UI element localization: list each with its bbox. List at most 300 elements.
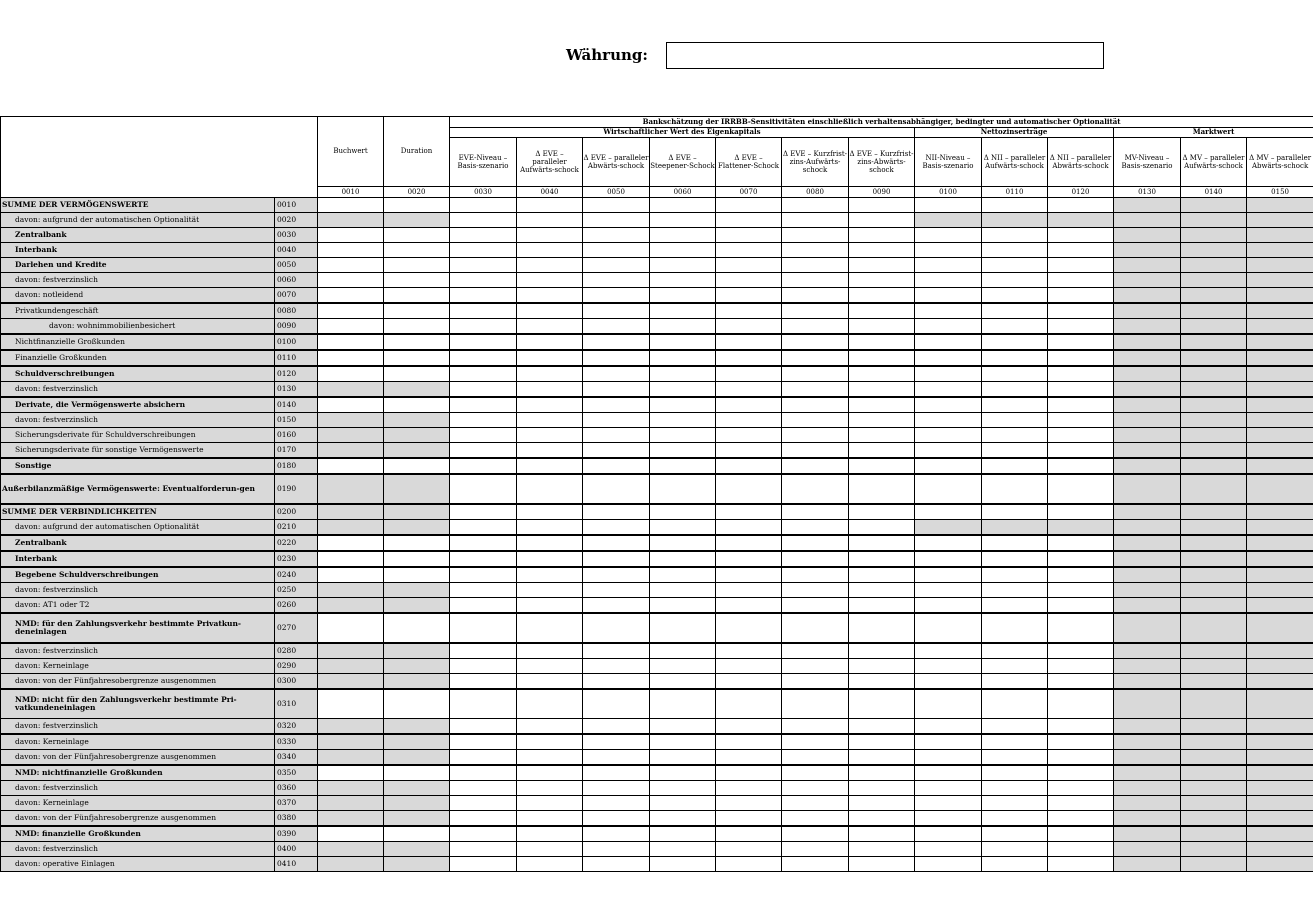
data-cell[interactable] [849, 826, 915, 842]
data-cell[interactable] [450, 750, 517, 766]
data-cell[interactable] [450, 857, 517, 872]
data-cell[interactable] [450, 458, 517, 474]
data-cell[interactable] [650, 781, 716, 796]
data-cell[interactable] [782, 613, 849, 643]
data-cell[interactable] [450, 303, 517, 319]
data-cell[interactable] [517, 319, 583, 335]
data-cell[interactable] [450, 598, 517, 614]
data-cell[interactable] [318, 258, 384, 273]
data-cell[interactable] [1048, 382, 1114, 398]
data-cell[interactable] [716, 458, 782, 474]
data-cell[interactable] [716, 366, 782, 382]
data-cell[interactable] [782, 198, 849, 213]
data-cell[interactable] [650, 273, 716, 288]
data-cell[interactable] [450, 413, 517, 428]
data-cell[interactable] [782, 428, 849, 443]
data-cell[interactable] [517, 413, 583, 428]
data-cell[interactable] [716, 811, 782, 827]
data-cell[interactable] [450, 228, 517, 243]
data-cell[interactable] [583, 796, 650, 811]
data-cell[interactable] [915, 551, 982, 567]
data-cell[interactable] [1048, 443, 1114, 459]
data-cell[interactable] [716, 598, 782, 614]
data-cell[interactable] [583, 288, 650, 304]
data-cell[interactable] [650, 811, 716, 827]
data-cell[interactable] [318, 288, 384, 304]
data-cell[interactable] [450, 551, 517, 567]
data-cell[interactable] [716, 567, 782, 583]
data-cell[interactable] [650, 443, 716, 459]
data-cell[interactable] [849, 842, 915, 857]
data-cell[interactable] [583, 303, 650, 319]
data-cell[interactable] [517, 719, 583, 735]
data-cell[interactable] [1048, 659, 1114, 674]
data-cell[interactable] [1048, 643, 1114, 659]
data-cell[interactable] [318, 613, 384, 643]
data-cell[interactable] [782, 857, 849, 872]
data-cell[interactable] [650, 796, 716, 811]
data-cell[interactable] [450, 474, 517, 504]
data-cell[interactable] [915, 598, 982, 614]
data-cell[interactable] [583, 826, 650, 842]
data-cell[interactable] [716, 334, 782, 350]
data-cell[interactable] [517, 198, 583, 213]
data-cell[interactable] [583, 366, 650, 382]
data-cell[interactable] [450, 765, 517, 781]
data-cell[interactable] [450, 659, 517, 674]
data-cell[interactable] [450, 674, 517, 690]
data-cell[interactable] [1048, 458, 1114, 474]
data-cell[interactable] [782, 504, 849, 520]
data-cell[interactable] [716, 535, 782, 551]
data-cell[interactable] [450, 273, 517, 288]
data-cell[interactable] [650, 826, 716, 842]
data-cell[interactable] [782, 382, 849, 398]
data-cell[interactable] [583, 583, 650, 598]
data-cell[interactable] [450, 583, 517, 598]
data-cell[interactable] [450, 443, 517, 459]
data-cell[interactable] [517, 443, 583, 459]
data-cell[interactable] [1048, 689, 1114, 719]
data-cell[interactable] [915, 397, 982, 413]
data-cell[interactable] [517, 520, 583, 536]
data-cell[interactable] [915, 458, 982, 474]
data-cell[interactable] [1048, 413, 1114, 428]
data-cell[interactable] [982, 366, 1048, 382]
data-cell[interactable] [982, 413, 1048, 428]
data-cell[interactable] [716, 504, 782, 520]
data-cell[interactable] [650, 842, 716, 857]
data-cell[interactable] [782, 567, 849, 583]
data-cell[interactable] [450, 781, 517, 796]
data-cell[interactable] [782, 443, 849, 459]
data-cell[interactable] [782, 583, 849, 598]
data-cell[interactable] [650, 583, 716, 598]
data-cell[interactable] [1048, 750, 1114, 766]
data-cell[interactable] [716, 350, 782, 366]
data-cell[interactable] [849, 598, 915, 614]
data-cell[interactable] [849, 750, 915, 766]
data-cell[interactable] [716, 643, 782, 659]
data-cell[interactable] [982, 765, 1048, 781]
data-cell[interactable] [982, 613, 1048, 643]
data-cell[interactable] [583, 674, 650, 690]
data-cell[interactable] [1048, 734, 1114, 750]
data-cell[interactable] [650, 213, 716, 228]
data-cell[interactable] [583, 198, 650, 213]
data-cell[interactable] [716, 303, 782, 319]
data-cell[interactable] [650, 334, 716, 350]
data-cell[interactable] [318, 350, 384, 366]
data-cell[interactable] [915, 583, 982, 598]
data-cell[interactable] [384, 765, 450, 781]
data-cell[interactable] [384, 458, 450, 474]
data-cell[interactable] [849, 228, 915, 243]
data-cell[interactable] [450, 796, 517, 811]
data-cell[interactable] [1048, 334, 1114, 350]
data-cell[interactable] [782, 826, 849, 842]
data-cell[interactable] [915, 258, 982, 273]
data-cell[interactable] [583, 643, 650, 659]
data-cell[interactable] [982, 474, 1048, 504]
data-cell[interactable] [1048, 842, 1114, 857]
data-cell[interactable] [650, 659, 716, 674]
data-cell[interactable] [384, 319, 450, 335]
data-cell[interactable] [716, 613, 782, 643]
data-cell[interactable] [915, 659, 982, 674]
data-cell[interactable] [849, 857, 915, 872]
data-cell[interactable] [782, 458, 849, 474]
data-cell[interactable] [982, 319, 1048, 335]
data-cell[interactable] [318, 567, 384, 583]
data-cell[interactable] [517, 288, 583, 304]
data-cell[interactable] [517, 258, 583, 273]
data-cell[interactable] [650, 458, 716, 474]
data-cell[interactable] [782, 811, 849, 827]
data-cell[interactable] [583, 474, 650, 504]
data-cell[interactable] [583, 228, 650, 243]
data-cell[interactable] [849, 198, 915, 213]
data-cell[interactable] [318, 228, 384, 243]
data-cell[interactable] [849, 719, 915, 735]
data-cell[interactable] [716, 796, 782, 811]
data-cell[interactable] [915, 198, 982, 213]
data-cell[interactable] [915, 689, 982, 719]
data-cell[interactable] [450, 811, 517, 827]
data-cell[interactable] [849, 659, 915, 674]
data-cell[interactable] [517, 303, 583, 319]
data-cell[interactable] [716, 474, 782, 504]
data-cell[interactable] [782, 765, 849, 781]
data-cell[interactable] [450, 567, 517, 583]
data-cell[interactable] [915, 428, 982, 443]
data-cell[interactable] [384, 689, 450, 719]
data-cell[interactable] [650, 303, 716, 319]
data-cell[interactable] [915, 796, 982, 811]
data-cell[interactable] [782, 659, 849, 674]
data-cell[interactable] [782, 273, 849, 288]
data-cell[interactable] [450, 382, 517, 398]
data-cell[interactable] [782, 719, 849, 735]
data-cell[interactable] [982, 382, 1048, 398]
data-cell[interactable] [384, 826, 450, 842]
data-cell[interactable] [517, 750, 583, 766]
data-cell[interactable] [517, 334, 583, 350]
data-cell[interactable] [982, 303, 1048, 319]
data-cell[interactable] [1048, 857, 1114, 872]
data-cell[interactable] [782, 258, 849, 273]
data-cell[interactable] [650, 397, 716, 413]
data-cell[interactable] [1048, 288, 1114, 304]
data-cell[interactable] [450, 198, 517, 213]
data-cell[interactable] [915, 535, 982, 551]
data-cell[interactable] [384, 397, 450, 413]
data-cell[interactable] [583, 243, 650, 258]
data-cell[interactable] [650, 598, 716, 614]
data-cell[interactable] [982, 535, 1048, 551]
data-cell[interactable] [650, 319, 716, 335]
data-cell[interactable] [384, 366, 450, 382]
data-cell[interactable] [1048, 535, 1114, 551]
data-cell[interactable] [517, 826, 583, 842]
data-cell[interactable] [450, 243, 517, 258]
currency-input[interactable] [666, 42, 1104, 69]
data-cell[interactable] [716, 719, 782, 735]
data-cell[interactable] [849, 567, 915, 583]
data-cell[interactable] [517, 583, 583, 598]
data-cell[interactable] [982, 734, 1048, 750]
data-cell[interactable] [450, 734, 517, 750]
data-cell[interactable] [1048, 303, 1114, 319]
data-cell[interactable] [716, 288, 782, 304]
data-cell[interactable] [583, 350, 650, 366]
data-cell[interactable] [982, 826, 1048, 842]
data-cell[interactable] [1048, 583, 1114, 598]
data-cell[interactable] [915, 842, 982, 857]
data-cell[interactable] [650, 198, 716, 213]
data-cell[interactable] [450, 319, 517, 335]
data-cell[interactable] [650, 288, 716, 304]
data-cell[interactable] [583, 413, 650, 428]
data-cell[interactable] [915, 288, 982, 304]
data-cell[interactable] [1048, 719, 1114, 735]
data-cell[interactable] [517, 535, 583, 551]
data-cell[interactable] [384, 613, 450, 643]
data-cell[interactable] [318, 334, 384, 350]
data-cell[interactable] [583, 382, 650, 398]
data-cell[interactable] [782, 350, 849, 366]
data-cell[interactable] [517, 674, 583, 690]
data-cell[interactable] [583, 857, 650, 872]
data-cell[interactable] [450, 397, 517, 413]
data-cell[interactable] [849, 303, 915, 319]
data-cell[interactable] [1048, 781, 1114, 796]
data-cell[interactable] [982, 781, 1048, 796]
data-cell[interactable] [915, 319, 982, 335]
data-cell[interactable] [915, 826, 982, 842]
data-cell[interactable] [782, 213, 849, 228]
data-cell[interactable] [384, 567, 450, 583]
data-cell[interactable] [849, 382, 915, 398]
data-cell[interactable] [517, 781, 583, 796]
data-cell[interactable] [915, 443, 982, 459]
data-cell[interactable] [1048, 258, 1114, 273]
data-cell[interactable] [583, 781, 650, 796]
data-cell[interactable] [716, 258, 782, 273]
data-cell[interactable] [716, 273, 782, 288]
data-cell[interactable] [915, 366, 982, 382]
data-cell[interactable] [318, 535, 384, 551]
data-cell[interactable] [849, 535, 915, 551]
data-cell[interactable] [583, 598, 650, 614]
data-cell[interactable] [450, 428, 517, 443]
data-cell[interactable] [583, 842, 650, 857]
data-cell[interactable] [650, 765, 716, 781]
data-cell[interactable] [716, 319, 782, 335]
data-cell[interactable] [650, 258, 716, 273]
data-cell[interactable] [982, 350, 1048, 366]
data-cell[interactable] [849, 213, 915, 228]
data-cell[interactable] [384, 551, 450, 567]
data-cell[interactable] [650, 413, 716, 428]
data-cell[interactable] [650, 428, 716, 443]
data-cell[interactable] [849, 504, 915, 520]
data-cell[interactable] [384, 334, 450, 350]
data-cell[interactable] [915, 811, 982, 827]
data-cell[interactable] [915, 303, 982, 319]
data-cell[interactable] [517, 734, 583, 750]
data-cell[interactable] [716, 413, 782, 428]
data-cell[interactable] [716, 781, 782, 796]
data-cell[interactable] [583, 504, 650, 520]
data-cell[interactable] [517, 598, 583, 614]
data-cell[interactable] [782, 643, 849, 659]
data-cell[interactable] [517, 213, 583, 228]
data-cell[interactable] [982, 583, 1048, 598]
data-cell[interactable] [982, 674, 1048, 690]
data-cell[interactable] [1048, 428, 1114, 443]
data-cell[interactable] [716, 382, 782, 398]
data-cell[interactable] [583, 443, 650, 459]
data-cell[interactable] [517, 643, 583, 659]
data-cell[interactable] [915, 734, 982, 750]
data-cell[interactable] [716, 674, 782, 690]
data-cell[interactable] [849, 689, 915, 719]
data-cell[interactable] [1048, 598, 1114, 614]
data-cell[interactable] [982, 334, 1048, 350]
data-cell[interactable] [517, 428, 583, 443]
data-cell[interactable] [849, 319, 915, 335]
data-cell[interactable] [450, 535, 517, 551]
data-cell[interactable] [1048, 826, 1114, 842]
data-cell[interactable] [716, 213, 782, 228]
data-cell[interactable] [583, 750, 650, 766]
data-cell[interactable] [782, 535, 849, 551]
data-cell[interactable] [716, 826, 782, 842]
data-cell[interactable] [716, 857, 782, 872]
data-cell[interactable] [450, 334, 517, 350]
data-cell[interactable] [782, 366, 849, 382]
data-cell[interactable] [849, 520, 915, 536]
data-cell[interactable] [650, 613, 716, 643]
data-cell[interactable] [716, 689, 782, 719]
data-cell[interactable] [982, 689, 1048, 719]
data-cell[interactable] [982, 273, 1048, 288]
data-cell[interactable] [450, 350, 517, 366]
data-cell[interactable] [583, 719, 650, 735]
data-cell[interactable] [782, 520, 849, 536]
data-cell[interactable] [318, 826, 384, 842]
data-cell[interactable] [583, 334, 650, 350]
data-cell[interactable] [450, 288, 517, 304]
data-cell[interactable] [782, 598, 849, 614]
data-cell[interactable] [982, 243, 1048, 258]
data-cell[interactable] [982, 198, 1048, 213]
data-cell[interactable] [318, 198, 384, 213]
data-cell[interactable] [517, 458, 583, 474]
data-cell[interactable] [517, 228, 583, 243]
data-cell[interactable] [384, 303, 450, 319]
data-cell[interactable] [782, 842, 849, 857]
data-cell[interactable] [517, 243, 583, 258]
data-cell[interactable] [716, 243, 782, 258]
data-cell[interactable] [384, 273, 450, 288]
data-cell[interactable] [915, 613, 982, 643]
data-cell[interactable] [716, 551, 782, 567]
data-cell[interactable] [849, 350, 915, 366]
data-cell[interactable] [782, 303, 849, 319]
data-cell[interactable] [583, 551, 650, 567]
data-cell[interactable] [849, 551, 915, 567]
data-cell[interactable] [849, 583, 915, 598]
data-cell[interactable] [517, 474, 583, 504]
data-cell[interactable] [1048, 796, 1114, 811]
data-cell[interactable] [517, 613, 583, 643]
data-cell[interactable] [1048, 551, 1114, 567]
data-cell[interactable] [384, 535, 450, 551]
data-cell[interactable] [782, 689, 849, 719]
data-cell[interactable] [318, 765, 384, 781]
data-cell[interactable] [915, 413, 982, 428]
data-cell[interactable] [650, 643, 716, 659]
data-cell[interactable] [1048, 567, 1114, 583]
data-cell[interactable] [982, 643, 1048, 659]
data-cell[interactable] [1048, 319, 1114, 335]
data-cell[interactable] [782, 750, 849, 766]
data-cell[interactable] [782, 474, 849, 504]
data-cell[interactable] [650, 719, 716, 735]
data-cell[interactable] [716, 428, 782, 443]
data-cell[interactable] [782, 288, 849, 304]
data-cell[interactable] [782, 334, 849, 350]
data-cell[interactable] [716, 765, 782, 781]
data-cell[interactable] [1048, 474, 1114, 504]
data-cell[interactable] [915, 474, 982, 504]
data-cell[interactable] [450, 520, 517, 536]
data-cell[interactable] [915, 674, 982, 690]
data-cell[interactable] [915, 765, 982, 781]
data-cell[interactable] [318, 397, 384, 413]
data-cell[interactable] [982, 258, 1048, 273]
data-cell[interactable] [849, 781, 915, 796]
data-cell[interactable] [782, 781, 849, 796]
data-cell[interactable] [1048, 198, 1114, 213]
data-cell[interactable] [915, 504, 982, 520]
data-cell[interactable] [849, 273, 915, 288]
data-cell[interactable] [716, 397, 782, 413]
data-cell[interactable] [318, 551, 384, 567]
data-cell[interactable] [849, 643, 915, 659]
